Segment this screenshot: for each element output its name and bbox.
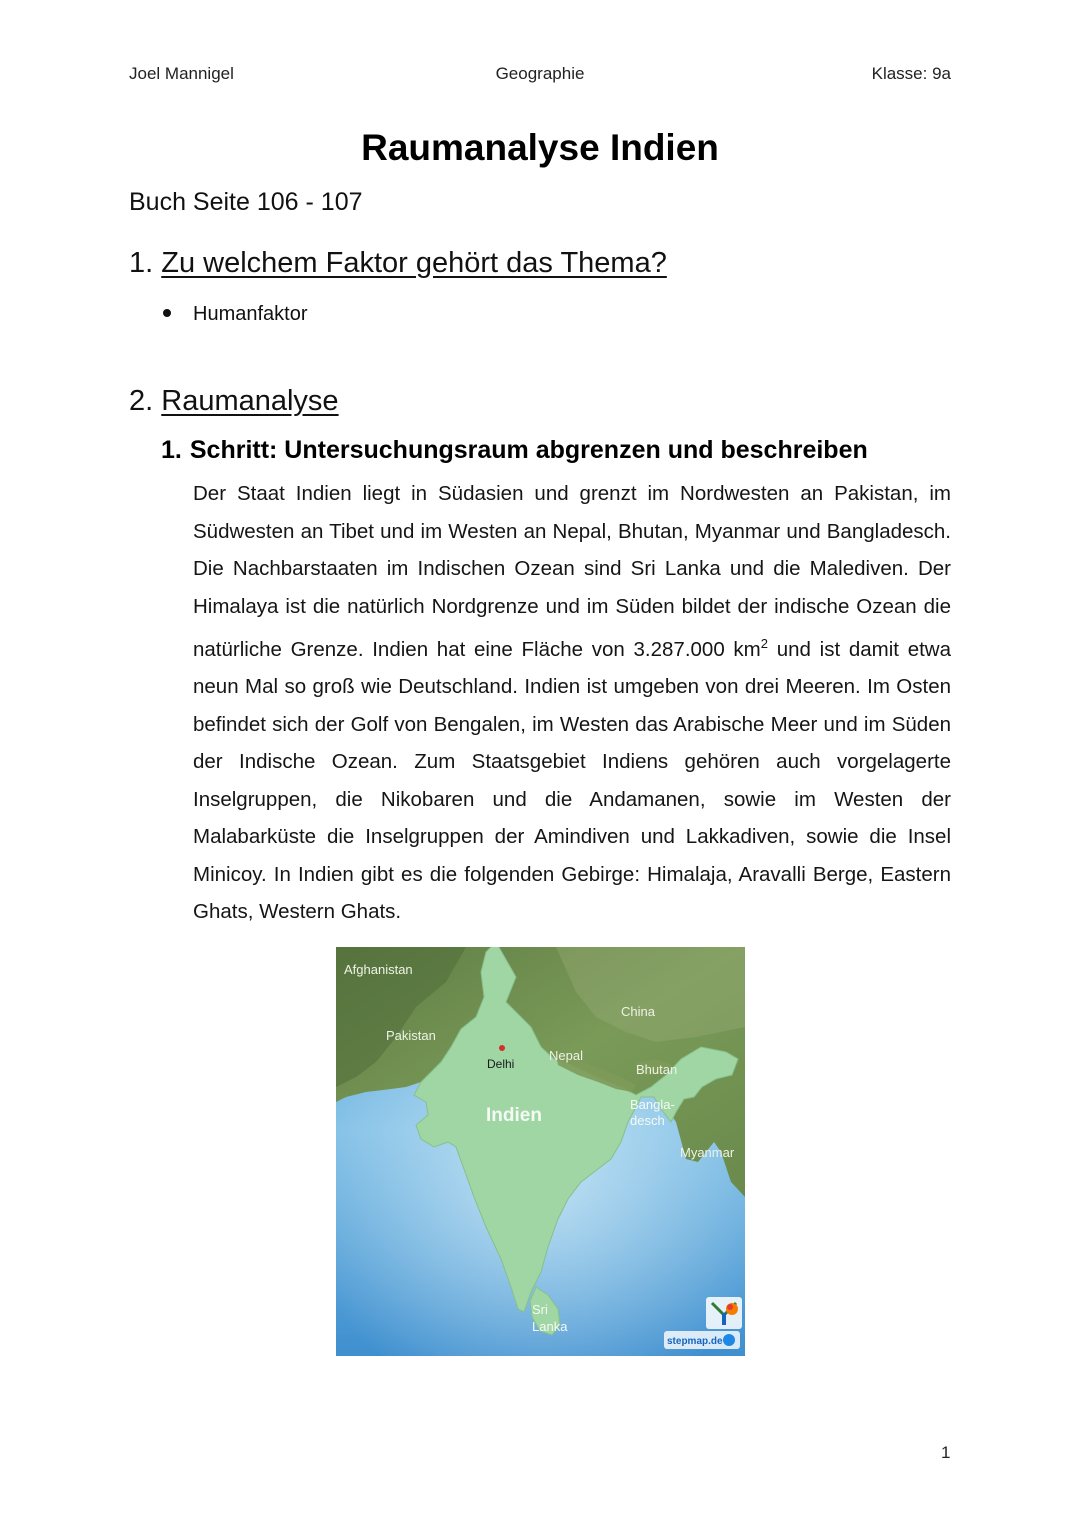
book-reference: Buch Seite 106 - 107 — [129, 188, 363, 216]
step-1-title: Schritt: Untersuchungsraum abgrenzen und beschreiben — [189, 436, 868, 464]
section-1-heading — [129, 247, 667, 280]
superscript-2: 2 — [760, 636, 768, 651]
map-label-sri: Sri — [532, 1302, 548, 1317]
bullet-text: Humanfaktor — [193, 303, 308, 325]
stepmap-logo — [706, 1297, 742, 1329]
map-label-delhi: Delhi — [487, 1057, 515, 1071]
map-label-myanmar: Myanmar — [680, 1145, 735, 1160]
page-title: Raumanalyse Indien — [361, 127, 719, 168]
section-1-title: Zu welchem Faktor gehört das Thema? — [161, 247, 667, 279]
capital-marker-delhi — [499, 1045, 505, 1051]
map-label-bangladesch-1: Bangla- — [630, 1097, 675, 1112]
map-watermark: stepmap.de — [667, 1336, 723, 1347]
map-label-afghanistan: Afghanistan — [344, 962, 413, 977]
step-1-number: 1. — [161, 436, 182, 464]
map-label-bangladesch-2: desch — [630, 1113, 665, 1128]
body-paragraph — [193, 475, 951, 931]
paragraph-part-1: Der Staat Indien liegt in Südasien und grenzt im Nordwesten an Pakistan, im Südwesten an Tibet und im Westen an Nepal, Bhutan, Myanmar und Bangladesch. Die Nachbarstaaten im Indischen Ozean sind Sri Lanka und die Malediven. Der Himalaya ist die natürlich Nordgrenze und im Süden bildet der indische Ozean die natürliche Grenze. Indien hat eine Fläche von 3.287.000 km — [193, 482, 951, 661]
header-class: Klasse: 9a — [871, 64, 951, 83]
map-label-indien: Indien — [486, 1105, 542, 1126]
globe-icon — [723, 1334, 735, 1346]
map-label-pakistan: Pakistan — [386, 1028, 436, 1043]
map-label-bhutan: Bhutan — [636, 1062, 678, 1077]
header-author: Joel Mannigel — [129, 64, 234, 83]
india-map — [336, 947, 745, 1356]
map-label-lanka: Lanka — [532, 1319, 568, 1334]
section-2-number: 2. — [129, 385, 154, 417]
header-subject: Geographie — [495, 64, 585, 83]
step-1-heading — [161, 436, 868, 465]
section-2-heading — [129, 385, 339, 418]
list-item — [163, 303, 308, 326]
map-label-nepal: Nepal — [549, 1048, 583, 1063]
page-number: 1 — [941, 1443, 951, 1462]
bullet-icon — [163, 309, 171, 317]
section-1-number: 1. — [129, 247, 154, 279]
map-label-china: China — [621, 1004, 655, 1019]
section-2-title: Raumanalyse — [161, 385, 339, 417]
paragraph-part-2: und ist damit etwa neun Mal so groß wie Deutschland. Indien ist umgeben von drei Meeren. Im Osten befindet sich der Golf von Bengalen, im Westen das Arabische Meer und im Süden der Indische Ozean. Zum Staatsgebiet Indiens gehören auch vorgelagerte Inselgruppen, die Nikobaren und die Andamanen, sowie im Westen der Malabarküste die Inselgruppen der Amindiven und Lakkadiven, sowie die Insel Minicoy. In Indien gibt es die folgenden Gebirge: Himalaja, Aravalli Berge, Eastern Ghats, Western Ghats. — [193, 637, 952, 924]
